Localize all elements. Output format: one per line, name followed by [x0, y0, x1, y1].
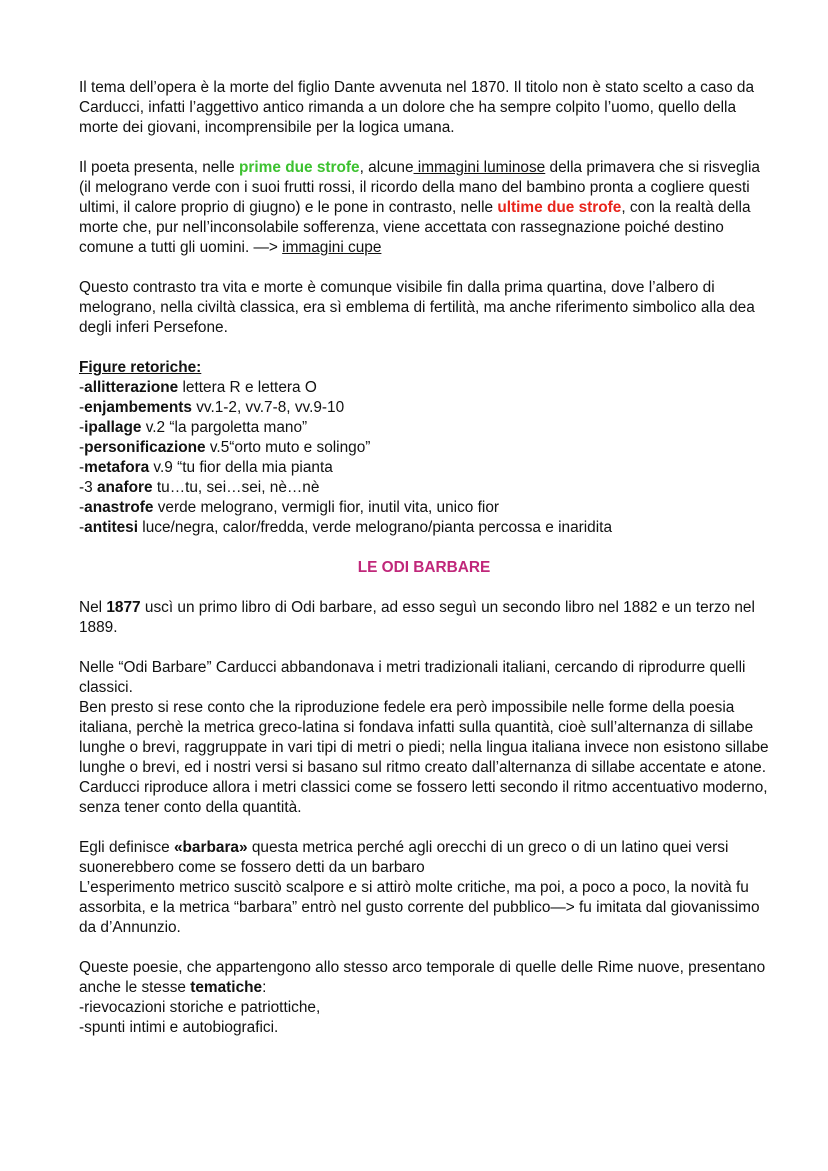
figure-item: -allitterazione lettera R e lettera O: [79, 379, 317, 396]
publication-paragraph: Nel 1877 uscì un primo libro di Odi barbare, ad esso seguì un secondo libro nel 1882 e un terzo nel 1889.: [79, 599, 755, 636]
figure-item: -enjambements vv.1-2, vv.7-8, vv.9-10: [79, 399, 345, 416]
theme-item: -spunti intimi e autobiografici.: [79, 1019, 279, 1036]
figure-item: -anastrofe verde melograno, vermigli fior, inutil vita, unico fior: [79, 499, 500, 516]
theme-item: -rievocazioni storiche e patriottiche,: [79, 999, 321, 1016]
figure-item: -personificazione v.5“orto muto e solingo”: [79, 439, 371, 456]
contrast-paragraph: Questo contrasto tra vita e morte è comunque visibile fin dalla prima quartina, dove l’albero di melograno, nella civiltà classica, era sì emblema di fertilità, ma anche riferimento simbolico alla dea degli inferi Persefone.: [79, 279, 755, 336]
text-span: , con la realtà della morte che, pur nell’inconsolabile sofferenza, viene accettata con rassegnazione poiché destino comune a tutti gli uomini. —>: [79, 199, 751, 256]
figure-item: -ipallage v.2 “la pargoletta mano”: [79, 419, 308, 436]
figure-item: -metafora v.9 “tu fior della mia pianta: [79, 459, 333, 476]
figures-heading: Figure retoriche:: [79, 359, 202, 376]
text-span: della primavera che si risveglia (il melograno verde con i suoi frutti rossi, il ricordo della mano del bambino pronta a cogliere questi ultimi, il calore proprio di giugno) e le pone in contrasto, nelle: [79, 159, 760, 216]
figures-list: [79, 358, 769, 538]
themes-paragraph: [79, 958, 769, 1038]
highlight-green: prime due strofe: [239, 159, 360, 176]
section-title: LE ODI BARBARE: [357, 559, 491, 576]
document-page: [79, 78, 769, 1038]
barbara-paragraph: [79, 838, 769, 938]
figure-item: -3 anafore tu…tu, sei…sei, nè…nè: [79, 479, 320, 496]
intro-paragraph: Il tema dell’opera è la morte del figlio Dante avvenuta nel 1870. Il titolo non è stato scelto a caso da Carducci, infatti l’aggettivo antico rimanda a un dolore che ha sempre colpito l’uomo, quello della morte dei giovani, incomprensibile per la logica umana.: [79, 79, 755, 136]
underlined-text: immagini luminose: [413, 159, 546, 176]
text-line: Queste poesie, che appartengono allo stesso arco temporale di quelle delle Rime nuove, presentano anche le stesse tematiche:: [79, 959, 766, 996]
text-line: L’esperimento metrico suscitò scalpore e si attirò molte critiche, ma poi, a poco a poco, la novità fu assorbita, e la metrica “barbara” entrò nel gusto corrente del pubblico—> fu imitata dal giovanissimo da d’Annunzio.: [79, 879, 760, 936]
underlined-text: immagini cupe: [282, 239, 382, 256]
highlight-red: ultime due strofe: [497, 199, 622, 216]
images-paragraph: [79, 158, 769, 258]
text-line: Nelle “Odi Barbare” Carducci abbandonava i metri tradizionali italiani, cercando di riprodurre quelli classici.: [79, 659, 746, 696]
text-line: Carducci riproduce allora i metri classici come se fossero letti secondo il ritmo accentuativo moderno, senza tener conto della quantità.: [79, 779, 768, 816]
text-span: Il poeta presenta, nelle: [79, 159, 240, 176]
text-line: Egli definisce «barbara» questa metrica perché agli orecchi di un greco o di un latino quei versi suonerebbero come se fossero detti da un barbaro: [79, 839, 729, 876]
text-line: Ben presto si rese conto che la riproduzione fedele era però impossibile nelle forme della poesia italiana, perchè la metrica greco-latina si fondava infatti sulla quantità, cioè sull’alternanza di sillabe lunghe o brevi, raggruppate in vari tipi di metri o piedi; nella lingua italiana invece non esistono sillabe lunghe o brevi, ed i nostri versi si basano sul ritmo creato dall’alternanza di sillabe accentate e atone.: [79, 699, 769, 776]
text-span: , alcune: [359, 159, 414, 176]
metrics-paragraph: [79, 658, 769, 818]
figure-item: -antitesi luce/negra, calor/fredda, verde melograno/pianta percossa e inaridita: [79, 519, 612, 536]
